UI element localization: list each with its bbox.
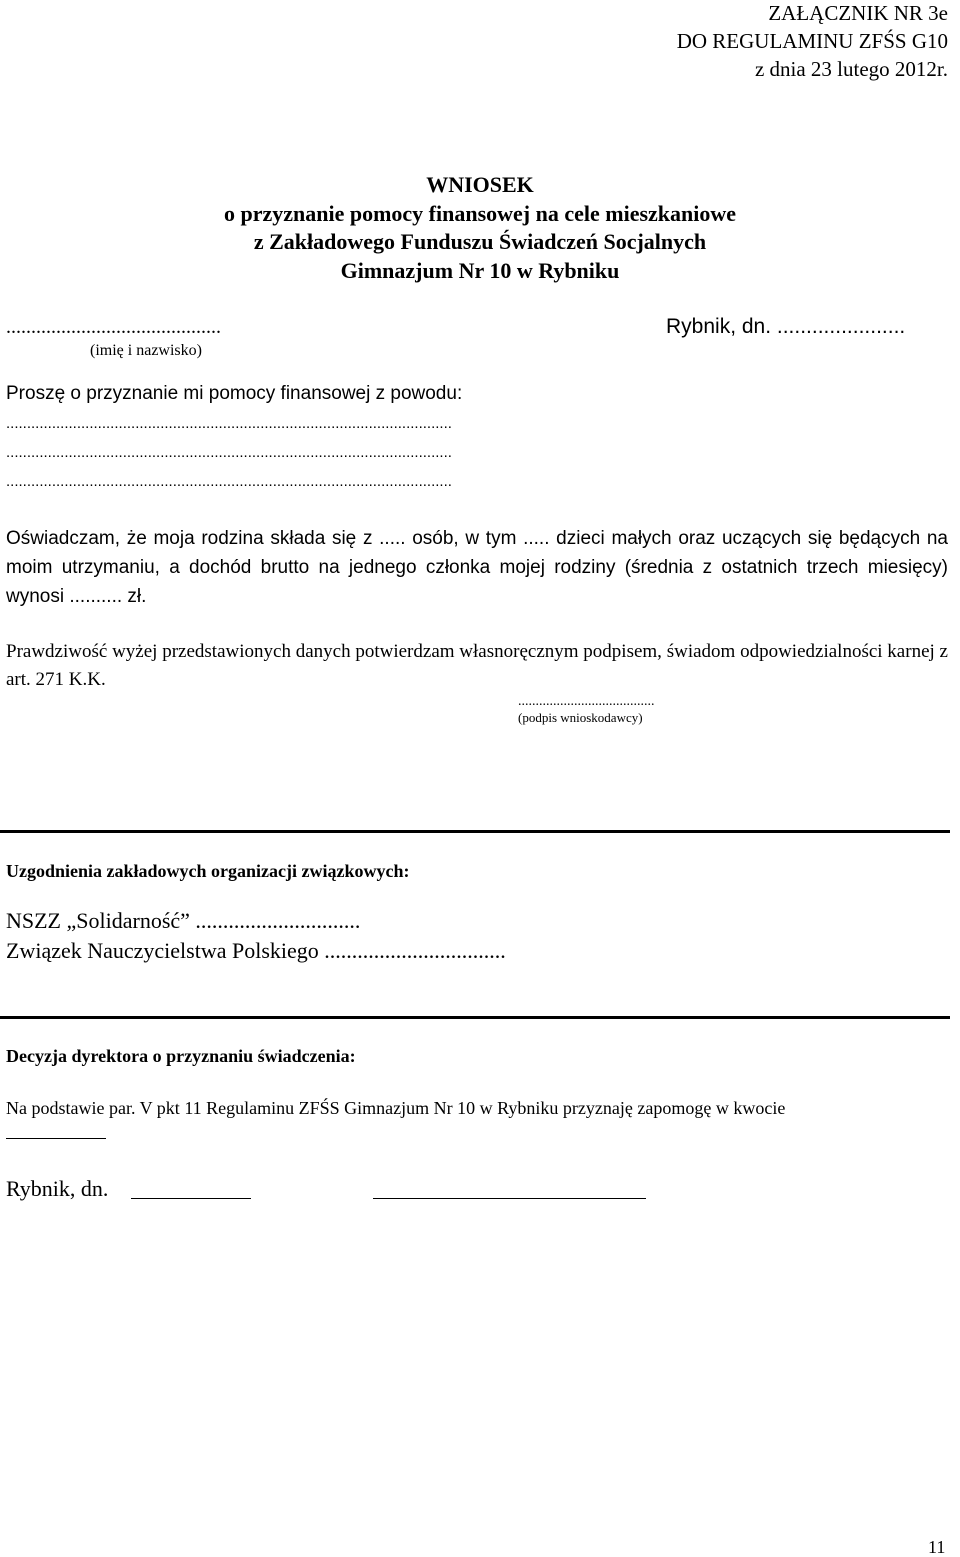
regulation-date: z dnia 23 lutego 2012r. bbox=[754, 57, 948, 81]
decision-text: Na podstawie par. V pkt 11 Regulaminu ZFŚS Gimnazjum Nr 10 w Rybniku przyznaję zapomogę w kwocie bbox=[6, 1098, 786, 1118]
document-subtitle-1: o przyznanie pomocy finansowej na cele mieszkaniowe bbox=[223, 201, 737, 226]
document-subtitle-3: Gimnazjum Nr 10 w Rybniku bbox=[340, 258, 620, 283]
reason-line-3[interactable]: ........................................................................................................... bbox=[6, 473, 452, 490]
union-znp-field[interactable]: Związek Nauczycielstwa Polskiego ................................. bbox=[6, 938, 506, 963]
decision-heading: Decyzja dyrektora o przyznaniu świadczenia: bbox=[6, 1046, 356, 1066]
applicant-name-caption: (imię i nazwisko) bbox=[90, 342, 202, 359]
applicant-name-field[interactable]: ........................................... bbox=[6, 316, 221, 338]
truthfulness-statement: Prawdziwość wyżej przedstawionych danych potwierdzam własnoręcznym podpisem, świadom odpowiedzialności karnej z art. 271 K.K. bbox=[6, 641, 948, 690]
signature-field[interactable]: ....................................... bbox=[518, 694, 655, 709]
place-date-field[interactable]: Rybnik, dn. ...................... bbox=[666, 315, 906, 338]
reason-line-2[interactable]: ........................................................................................................... bbox=[6, 444, 452, 461]
section-divider bbox=[0, 830, 950, 833]
decision-date-label: Rybnik, dn. bbox=[6, 1176, 109, 1201]
family-declaration: Oświadczam, że moja rodzina składa się z ..... osób, w tym ..... dzieci małych oraz uczących się będących na moim utrzymaniu, a dochód brutto na jednego członka mojej rodziny (średnia z ostatnich trzech miesięcy) wynosi .......... zł. bbox=[6, 528, 948, 607]
page-number: 11 bbox=[928, 1537, 946, 1557]
signature-caption: (podpis wnioskodawcy) bbox=[518, 710, 643, 725]
decision-date-blank[interactable] bbox=[131, 1180, 251, 1199]
document-title: WNIOSEK bbox=[426, 172, 534, 197]
director-signature-blank[interactable] bbox=[373, 1180, 646, 1199]
document-subtitle-2: z Zakładowego Funduszu Świadczeń Socjalnych bbox=[253, 229, 707, 254]
regulation-reference: DO REGULAMINU ZFŚS G10 bbox=[676, 29, 948, 53]
unions-heading: Uzgodnienia zakładowych organizacji związkowych: bbox=[6, 861, 410, 881]
union-solidarnosc-field[interactable]: NSZZ „Solidarność” .............................. bbox=[6, 908, 361, 933]
reason-line-1[interactable]: ........................................................................................................... bbox=[6, 415, 452, 432]
section-divider bbox=[0, 1016, 950, 1019]
request-intro: Proszę o przyznanie mi pomocy finansowej z powodu: bbox=[6, 383, 463, 404]
attachment-number: ZAŁĄCZNIK NR 3e bbox=[768, 1, 948, 25]
amount-blank[interactable] bbox=[6, 1120, 106, 1139]
